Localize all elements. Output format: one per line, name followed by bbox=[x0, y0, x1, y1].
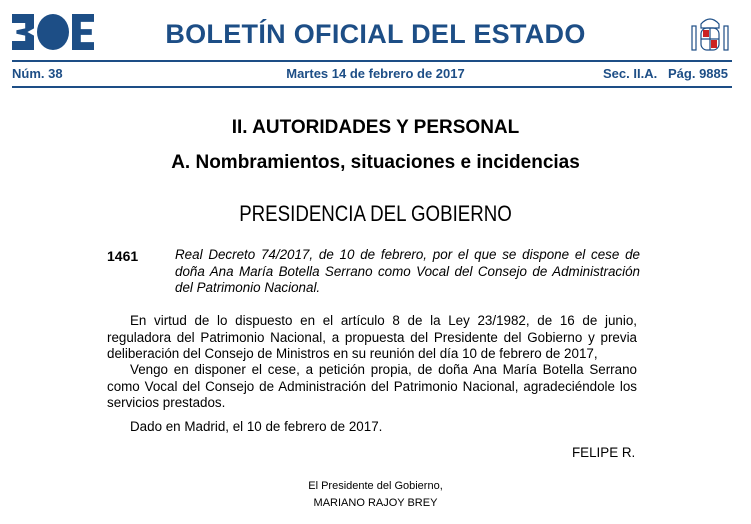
section-title: II. AUTORIDADES Y PERSONAL bbox=[231, 117, 520, 138]
countersign-name: MARIANO RAJOY BREY bbox=[313, 497, 438, 509]
organism-title: PRESIDENCIA DEL GOBIERNO bbox=[239, 201, 512, 226]
signature: FELIPE R. bbox=[572, 445, 636, 460]
coat-of-arms-icon bbox=[689, 10, 731, 54]
issue-date: Martes 14 de febrero de 2017 bbox=[286, 66, 465, 81]
paragraph: En virtud de lo dispuesto en el artículo 8 de la Ley 23/1982, de 16 de junio, reguladora del Patrimonio Nacional, a propuesta del Presidente del Gobierno y previa deliberación del Consejo de Ministros en su reunión del día 10 de febrero de 2017, bbox=[107, 313, 637, 361]
entry-number: 1461 bbox=[107, 248, 139, 264]
place-date: Dado en Madrid, el 10 de febrero de 2017. bbox=[130, 419, 383, 434]
countersign-title: El Presidente del Gobierno, bbox=[308, 480, 443, 492]
header-rule-bottom bbox=[12, 86, 732, 88]
subsection-title: A. Nombramientos, situaciones e incidencias bbox=[171, 152, 580, 173]
entry-summary: Real Decreto 74/2017, de 10 de febrero, por el que se dispone el cese de doña Ana María Botella Serrano como Vocal del Consejo de Administración del Patrimonio Nacional. bbox=[175, 247, 640, 295]
bulletin-title: BOLETÍN OFICIAL DEL ESTADO bbox=[165, 19, 586, 49]
paragraph: Vengo en disponer el cese, a petición propia, de doña Ana María Botella Serrano como Vocal del Consejo de Administración del Patrimonio Nacional, agradeciéndole los servicios prestados. bbox=[107, 362, 637, 410]
page-number: Pág. 9885 bbox=[668, 66, 728, 81]
header-rule bbox=[12, 60, 732, 62]
issue-number: Núm. 38 bbox=[12, 66, 63, 81]
section-code: Sec. II.A. bbox=[603, 66, 658, 81]
